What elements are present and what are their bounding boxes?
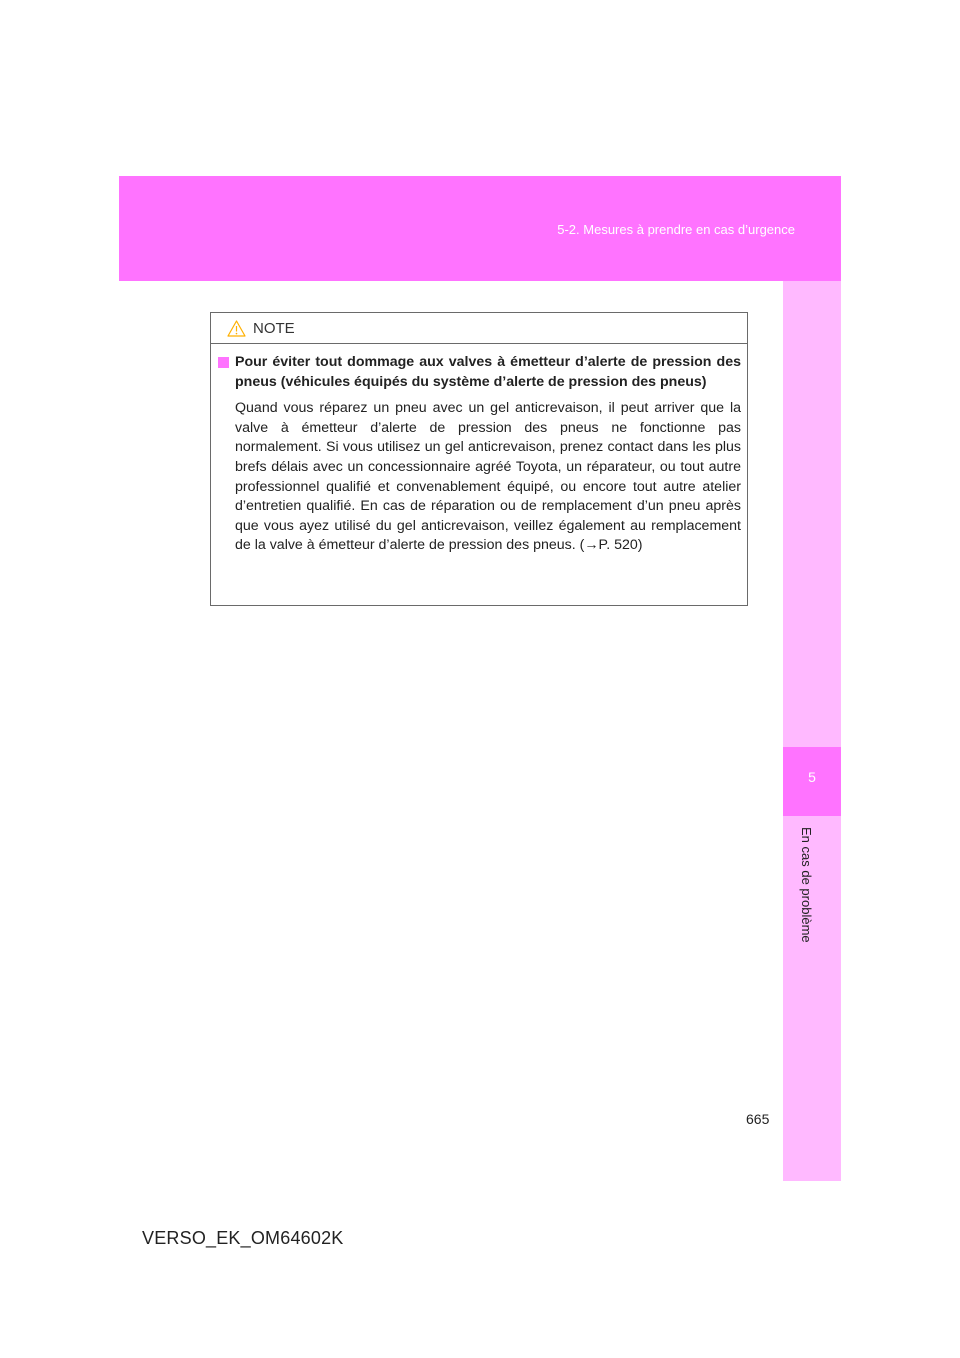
document-code: VERSO_EK_OM64602K [142, 1228, 344, 1248]
note-header [211, 313, 747, 344]
note-label: NOTE [253, 320, 295, 337]
note-paragraph: Quand vous réparez un pneu avec un gel anticrevaison, il peut arriver que la valve à émetteur d’alerte de pression des pneus ne fonctionne pas normalement. Si vous utilisez un gel anticrevaison, prenez contact dans les plus brefs délais avec un concessionnaire agréé Toyota, un réparateur, ou tout autre professionnel qualifié et convenablement équipé, ou encore tout autre atelier d’entretien qualifié. En cas de réparation ou de remplacement d’un pneu après que vous ayez utilisé du gel anticrevaison, veillez également au remplacement de la valve à émetteur d’alerte de pression des pneus. (→P. 520) [235, 400, 741, 554]
note-box [210, 312, 748, 606]
square-bullet-icon [218, 357, 229, 368]
note-body [217, 353, 741, 556]
section-title: 5-2. Mesures à prendre en cas d’urgence [557, 222, 795, 237]
chapter-side-tab [783, 281, 841, 1181]
chapter-number: 5 [808, 769, 816, 785]
chapter-title: En cas de problème [799, 827, 814, 943]
page-number: 665 [746, 1111, 770, 1127]
warning-triangle-icon [227, 320, 246, 337]
header-band [119, 176, 841, 281]
note-heading-text: Pour éviter tout dommage aux valves à émetteur d’alerte de pression des pneus (véhicules équipés du système d’alerte de pression des pneus) [235, 354, 741, 390]
note-heading [217, 353, 741, 392]
chapter-number-block [783, 747, 841, 816]
